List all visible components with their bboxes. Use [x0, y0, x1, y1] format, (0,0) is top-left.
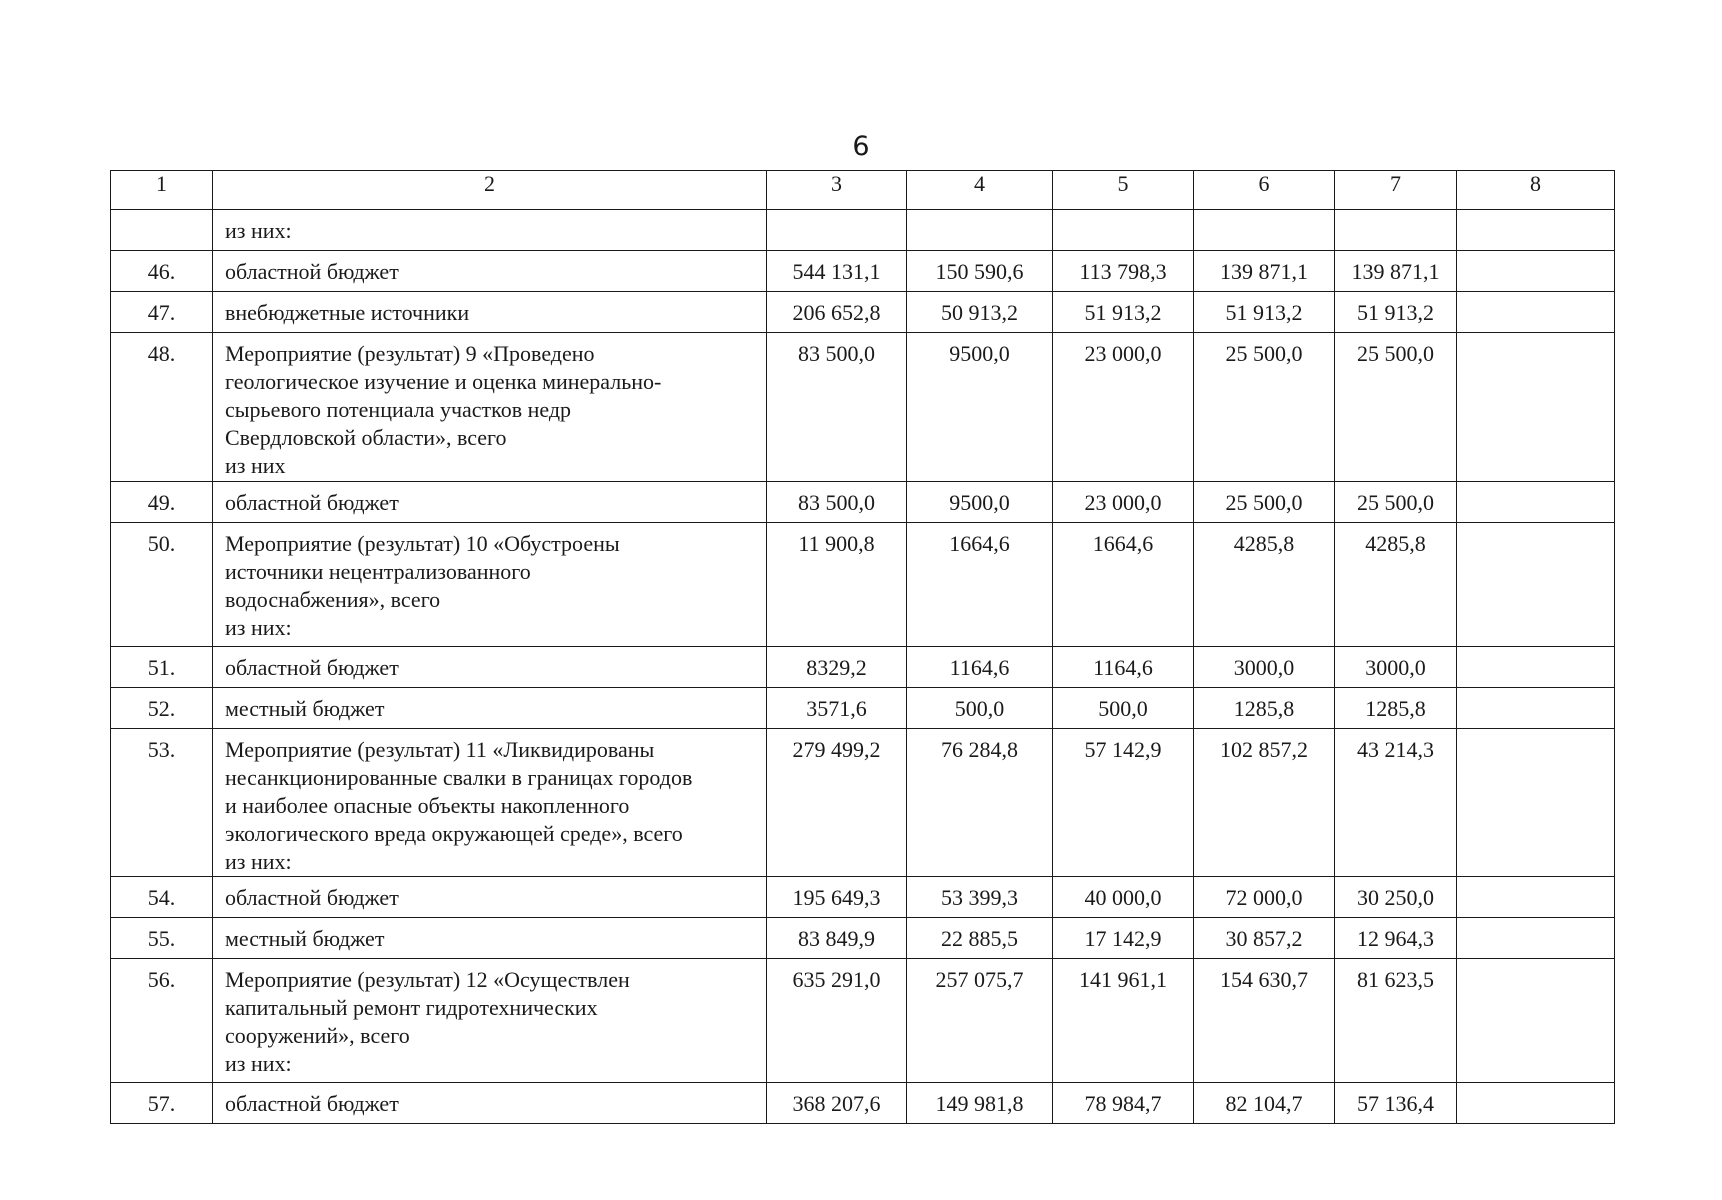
value-cell-col6: 51 913,2 [1194, 292, 1335, 333]
value-cell-col6: 25 500,0 [1194, 482, 1335, 523]
description-line: сырьевого потенциала участков недр [225, 397, 572, 422]
row-number [111, 210, 213, 251]
value-cell-col4: 1164,6 [907, 647, 1053, 688]
row-description [213, 688, 767, 729]
description-line: Мероприятие (результат) 10 «Обустроены [225, 531, 620, 556]
value-cell-col7 [1335, 210, 1457, 251]
value-cell-col4: 1664,6 [907, 523, 1053, 647]
table-row [111, 729, 1615, 877]
value-cell-col3 [767, 210, 907, 251]
description-line: областной бюджет [225, 655, 399, 680]
description-line: источники нецентрализованного [225, 559, 531, 584]
value-cell-col6: 30 857,2 [1194, 918, 1335, 959]
column-header: 2 [213, 171, 767, 210]
value-cell-col8 [1457, 729, 1615, 877]
row-number: 52. [111, 688, 213, 729]
value-cell-col6: 4285,8 [1194, 523, 1335, 647]
value-cell-col5: 78 984,7 [1053, 1083, 1194, 1124]
value-cell-col7: 25 500,0 [1335, 333, 1457, 482]
value-cell-col3: 544 131,1 [767, 251, 907, 292]
row-description [213, 729, 767, 877]
value-cell-col6: 3000,0 [1194, 647, 1335, 688]
value-cell-col6: 102 857,2 [1194, 729, 1335, 877]
value-cell-col4: 150 590,6 [907, 251, 1053, 292]
value-cell-col8 [1457, 959, 1615, 1083]
row-number: 51. [111, 647, 213, 688]
value-cell-col6: 82 104,7 [1194, 1083, 1335, 1124]
table-row [111, 1083, 1615, 1124]
description-line: экологического вреда окружающей среде», всего [225, 821, 683, 846]
value-cell-col3: 279 499,2 [767, 729, 907, 877]
value-cell-col5: 113 798,3 [1053, 251, 1194, 292]
value-cell-col6: 154 630,7 [1194, 959, 1335, 1083]
description-line: областной бюджет [225, 259, 399, 284]
header-row [111, 171, 1615, 210]
row-number: 50. [111, 523, 213, 647]
table-row [111, 918, 1615, 959]
description-line: геологическое изучение и оценка минерально- [225, 369, 662, 394]
description-line: из них: [225, 849, 292, 874]
value-cell-col8 [1457, 523, 1615, 647]
value-cell-col7: 4285,8 [1335, 523, 1457, 647]
row-number: 48. [111, 333, 213, 482]
value-cell-col3: 83 500,0 [767, 482, 907, 523]
description-line: из них: [225, 1051, 292, 1076]
value-cell-col8 [1457, 918, 1615, 959]
row-description [213, 292, 767, 333]
value-cell-col5: 51 913,2 [1053, 292, 1194, 333]
value-cell-col4: 76 284,8 [907, 729, 1053, 877]
value-cell-col4: 9500,0 [907, 333, 1053, 482]
row-description [213, 877, 767, 918]
table-row [111, 333, 1615, 482]
description-line: Мероприятие (результат) 11 «Ликвидированы [225, 737, 655, 762]
column-header: 1 [111, 171, 213, 210]
row-description [213, 251, 767, 292]
value-cell-col8 [1457, 877, 1615, 918]
value-cell-col5: 40 000,0 [1053, 877, 1194, 918]
row-description [213, 959, 767, 1083]
table-row [111, 647, 1615, 688]
value-cell-col4: 9500,0 [907, 482, 1053, 523]
value-cell-col3: 195 649,3 [767, 877, 907, 918]
value-cell-col6 [1194, 210, 1335, 251]
value-cell-col5: 57 142,9 [1053, 729, 1194, 877]
row-number: 56. [111, 959, 213, 1083]
description-line: из них: [225, 218, 292, 243]
value-cell-col7: 81 623,5 [1335, 959, 1457, 1083]
row-description [213, 482, 767, 523]
description-line: внебюджетные источники [225, 300, 470, 325]
row-description [213, 210, 767, 251]
value-cell-col5: 141 961,1 [1053, 959, 1194, 1083]
value-cell-col4: 149 981,8 [907, 1083, 1053, 1124]
column-header: 6 [1194, 171, 1335, 210]
value-cell-col6: 139 871,1 [1194, 251, 1335, 292]
description-line: капитальный ремонт гидротехнических [225, 995, 598, 1020]
value-cell-col5 [1053, 210, 1194, 251]
value-cell-col5: 23 000,0 [1053, 482, 1194, 523]
value-cell-col7: 57 136,4 [1335, 1083, 1457, 1124]
description-line: несанкционированные свалки в границах городов [225, 765, 693, 790]
row-number: 55. [111, 918, 213, 959]
row-number: 49. [111, 482, 213, 523]
description-line: водоснабжения», всего [225, 587, 441, 612]
column-header: 8 [1457, 171, 1615, 210]
row-number: 46. [111, 251, 213, 292]
table-row [111, 292, 1615, 333]
page-number: 6 [852, 131, 870, 162]
value-cell-col6: 25 500,0 [1194, 333, 1335, 482]
value-cell-col7: 51 913,2 [1335, 292, 1457, 333]
value-cell-col8 [1457, 292, 1615, 333]
row-number: 53. [111, 729, 213, 877]
description-line: из них: [225, 615, 292, 640]
value-cell-col6: 1285,8 [1194, 688, 1335, 729]
description-line: областной бюджет [225, 1091, 399, 1116]
value-cell-col3: 206 652,8 [767, 292, 907, 333]
row-description [213, 333, 767, 482]
value-cell-col4: 53 399,3 [907, 877, 1053, 918]
description-line: Свердловской области», всего [225, 425, 507, 450]
column-header: 7 [1335, 171, 1457, 210]
value-cell-col7: 43 214,3 [1335, 729, 1457, 877]
value-cell-col3: 11 900,8 [767, 523, 907, 647]
description-line: и наиболее опасные объекты накопленного [225, 793, 630, 818]
value-cell-col4: 500,0 [907, 688, 1053, 729]
value-cell-col8 [1457, 210, 1615, 251]
value-cell-col5: 23 000,0 [1053, 333, 1194, 482]
value-cell-col3: 3571,6 [767, 688, 907, 729]
value-cell-col3: 83 500,0 [767, 333, 907, 482]
value-cell-col7: 30 250,0 [1335, 877, 1457, 918]
value-cell-col3: 368 207,6 [767, 1083, 907, 1124]
value-cell-col6: 72 000,0 [1194, 877, 1335, 918]
table-row [111, 210, 1615, 251]
value-cell-col8 [1457, 333, 1615, 482]
value-cell-col4: 50 913,2 [907, 292, 1053, 333]
description-line: Мероприятие (результат) 9 «Проведено [225, 341, 595, 366]
value-cell-col7: 139 871,1 [1335, 251, 1457, 292]
description-line: из них [225, 453, 286, 478]
row-description [213, 1083, 767, 1124]
table-header [111, 171, 1615, 210]
row-description [213, 523, 767, 647]
row-number: 57. [111, 1083, 213, 1124]
column-header: 3 [767, 171, 907, 210]
table-row [111, 251, 1615, 292]
value-cell-col7: 1285,8 [1335, 688, 1457, 729]
value-cell-col8 [1457, 647, 1615, 688]
table-row [111, 523, 1615, 647]
value-cell-col4 [907, 210, 1053, 251]
value-cell-col4: 257 075,7 [907, 959, 1053, 1083]
value-cell-col7: 12 964,3 [1335, 918, 1457, 959]
row-description [213, 647, 767, 688]
value-cell-col7: 25 500,0 [1335, 482, 1457, 523]
row-description [213, 918, 767, 959]
table-row [111, 482, 1615, 523]
value-cell-col4: 22 885,5 [907, 918, 1053, 959]
description-line: Мероприятие (результат) 12 «Осуществлен [225, 967, 630, 992]
table-row [111, 959, 1615, 1083]
column-header: 5 [1053, 171, 1194, 210]
table-row [111, 688, 1615, 729]
description-line: местный бюджет [225, 926, 385, 951]
value-cell-col5: 17 142,9 [1053, 918, 1194, 959]
value-cell-col3: 83 849,9 [767, 918, 907, 959]
table-body [111, 210, 1615, 1124]
value-cell-col7: 3000,0 [1335, 647, 1457, 688]
description-line: областной бюджет [225, 885, 399, 910]
value-cell-col5: 500,0 [1053, 688, 1194, 729]
value-cell-col3: 8329,2 [767, 647, 907, 688]
value-cell-col5: 1164,6 [1053, 647, 1194, 688]
value-cell-col5: 1664,6 [1053, 523, 1194, 647]
value-cell-col8 [1457, 1083, 1615, 1124]
value-cell-col3: 635 291,0 [767, 959, 907, 1083]
value-cell-col8 [1457, 251, 1615, 292]
row-number: 54. [111, 877, 213, 918]
description-line: местный бюджет [225, 696, 385, 721]
budget-table [110, 170, 1615, 1124]
value-cell-col8 [1457, 482, 1615, 523]
table-row [111, 877, 1615, 918]
value-cell-col8 [1457, 688, 1615, 729]
description-line: сооружений», всего [225, 1023, 410, 1048]
description-line: областной бюджет [225, 490, 399, 515]
column-header: 4 [907, 171, 1053, 210]
row-number: 47. [111, 292, 213, 333]
